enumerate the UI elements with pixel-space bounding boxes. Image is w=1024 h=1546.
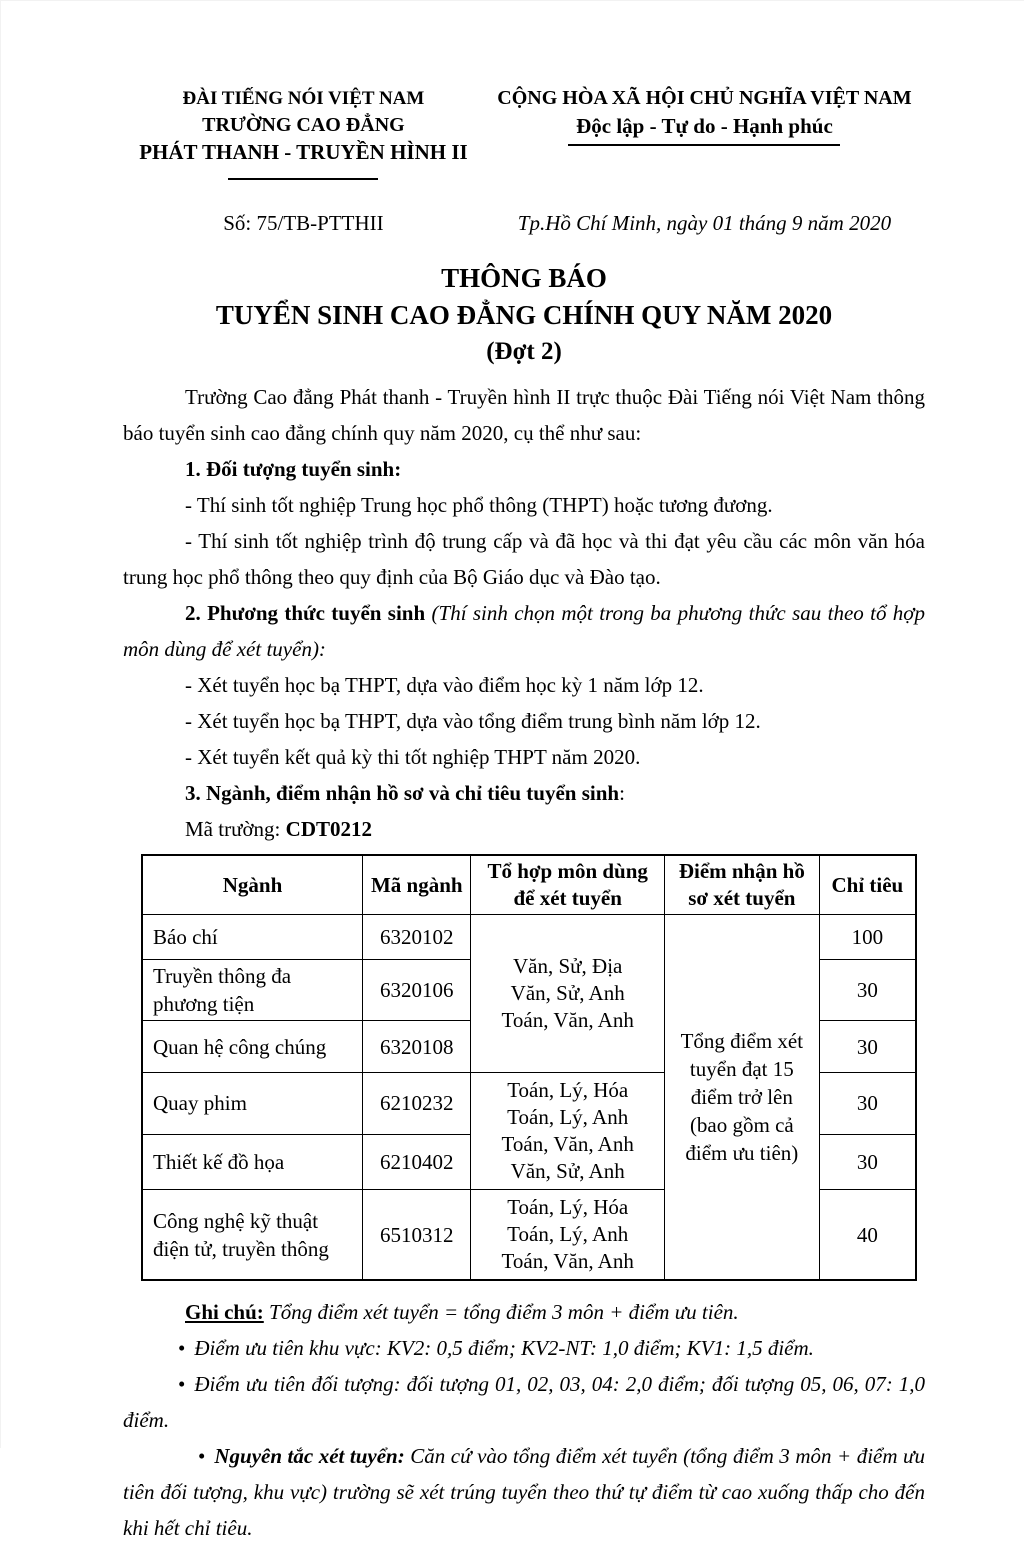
col-header-quota: Chỉ tiêu <box>819 855 916 915</box>
section2-item1: - Xét tuyển học bạ THPT, dựa vào điểm học kỳ 1 năm lớp 12. <box>185 673 704 697</box>
bullet-icon: • <box>178 1336 186 1360</box>
section2-item3: - Xét tuyển kết quả kỳ thi tốt nghiệp THPT năm 2020. <box>185 745 641 769</box>
major-name: Công nghệ kỹ thuật điện tử, truyền thông <box>142 1190 363 1281</box>
subject-combo: Toán, Lý, Hóa <box>507 1078 629 1102</box>
quota: 30 <box>819 1073 916 1135</box>
note-label: Ghi chú: <box>185 1300 264 1324</box>
motto-underline <box>568 144 840 146</box>
bullet-icon: • <box>178 1372 186 1396</box>
admissions-table <box>141 854 917 1281</box>
subject-combo: Toán, Lý, Anh <box>507 1222 629 1246</box>
national-motto: Độc lập - Tự do - Hạnh phúc <box>576 114 833 138</box>
subject-group-1 <box>471 915 665 1073</box>
major-code: 6210402 <box>363 1134 471 1189</box>
subject-combo: Toán, Lý, Anh <box>507 1105 629 1129</box>
notes-section <box>123 1294 925 1546</box>
col-header-subject-group: Tổ hợp môn dùng để xét tuyển <box>471 855 665 915</box>
major-name: Quan hệ công chúng <box>142 1021 363 1073</box>
quota: 30 <box>819 1134 916 1189</box>
doc-body <box>123 379 925 1546</box>
major-code: 6320108 <box>363 1021 471 1073</box>
agency-parent-name: ĐÀI TIẾNG NÓI VIỆT NAM <box>182 88 425 109</box>
note-region-text: Điểm ưu tiên khu vực: KV2: 0,5 điểm; KV2-NT: 1,0 điểm; KV1: 1,5 điểm. <box>194 1336 814 1360</box>
quota: 40 <box>819 1190 916 1281</box>
national-motto-block <box>484 85 925 180</box>
section1-item2: - Thí sinh tốt nghiệp trình độ trung cấp và đã học và thi đạt yêu cầu các môn văn hóa trung học phổ thông theo quy định của Bộ Giáo dục và Đào tạo. <box>123 529 925 589</box>
subject-combo: Toán, Văn, Anh <box>501 1008 634 1032</box>
section2-heading-label: 2. Phương thức tuyển sinh <box>185 601 432 625</box>
major-code: 6320102 <box>363 915 471 960</box>
col-header-points: Điểm nhận hồ sơ xét tuyển <box>664 855 819 915</box>
quota: 30 <box>819 960 916 1021</box>
subject-combo: Toán, Lý, Hóa <box>507 1195 629 1219</box>
note-priority-text: Điểm ưu tiên đối tượng: đối tượng 01, 02, 03, 04: 2,0 điểm; đối tượng 05, 06, 07: 1,0 điểm. <box>123 1372 925 1432</box>
section2-heading-note: (Thí sinh chọn một trong ba phương thức sau theo tổ hợp môn dùng để xét tuyển): <box>123 601 925 661</box>
section1-item1: - Thí sinh tốt nghiệp Trung học phổ thông (THPT) hoặc tương đương. <box>185 493 773 517</box>
note-principle-label: Nguyên tắc xét tuyển: <box>214 1444 411 1468</box>
bullet-icon: • <box>198 1444 206 1468</box>
subject-combo: Toán, Văn, Anh <box>501 1132 634 1156</box>
section3-heading-label: 3. Ngành, điểm nhận hồ sơ và chỉ tiêu tuyển sinh <box>185 781 620 805</box>
subject-group-3 <box>471 1190 665 1281</box>
note-principle-text: Căn cứ vào tổng điểm xét tuyển (tổng điểm 3 môn + điểm ưu tiên đối tượng, khu vực) trường sẽ xét trúng tuyển theo thứ tự điểm từ cao xuống thấp cho đến khi hết chỉ tiêu. <box>123 1444 925 1540</box>
table-row <box>142 915 916 960</box>
note-bullet-region <box>123 1330 925 1366</box>
note-bullet-principle <box>123 1438 925 1546</box>
doc-date-place: Tp.Hồ Chí Minh, ngày 01 tháng 9 năm 2020 <box>517 211 892 235</box>
intro-paragraph: Trường Cao đẳng Phát thanh - Truyền hình II trực thuộc Đài Tiếng nói Việt Nam thông báo tuyển sinh cao đẳng chính quy năm 2020, cụ thể như sau: <box>123 385 925 445</box>
doc-title-line1: THÔNG BÁO <box>441 263 607 293</box>
col-header-major: Ngành <box>142 855 363 915</box>
col-header-code: Mã ngành <box>363 855 471 915</box>
major-name: Truyền thông đa phương tiện <box>142 960 363 1021</box>
subject-combo: Toán, Văn, Anh <box>501 1249 634 1273</box>
school-code-value: CDT0212 <box>285 817 372 841</box>
national-header <box>123 85 925 180</box>
major-name: Báo chí <box>142 915 363 960</box>
major-code: 6210232 <box>363 1073 471 1135</box>
issuing-agency-block <box>123 85 484 180</box>
doc-title-line2: TUYỂN SINH CAO ĐẲNG CHÍNH QUY NĂM 2020 <box>215 300 833 330</box>
quota: 30 <box>819 1021 916 1073</box>
doc-title-block <box>123 260 925 370</box>
section1-heading: 1. Đối tượng tuyển sinh: <box>185 457 402 481</box>
note-formula <box>123 1294 925 1330</box>
subject-group-2 <box>471 1073 665 1190</box>
subject-combo: Văn, Sử, Anh <box>510 1159 625 1183</box>
agency-name-line1: TRƯỜNG CAO ĐẲNG <box>202 114 405 136</box>
doc-meta-row <box>123 205 925 241</box>
points-requirement: Tổng điểm xét tuyển đạt 15 điểm trở lên (bao gồm cả điểm ưu tiên) <box>664 915 819 1281</box>
subject-combo: Văn, Sử, Địa <box>513 954 623 978</box>
table-header-row <box>142 855 916 915</box>
major-name: Quay phim <box>142 1073 363 1135</box>
quota: 100 <box>819 915 916 960</box>
school-code-line <box>123 811 925 847</box>
major-name: Thiết kế đồ họa <box>142 1134 363 1189</box>
section3-heading-colon: : <box>619 781 625 805</box>
note-bullet-priority <box>123 1366 925 1438</box>
subject-combo: Văn, Sử, Anh <box>510 981 625 1005</box>
agency-underline <box>228 178 378 180</box>
note-formula-text: Tổng điểm xét tuyển = tổng điểm 3 môn + điểm ưu tiên. <box>263 1300 739 1324</box>
agency-name-line2: PHÁT THANH - TRUYỀN HÌNH II <box>139 140 468 164</box>
section2-item2: - Xét tuyển học bạ THPT, dựa vào tổng điểm trung bình năm lớp 12. <box>185 709 761 733</box>
section2-heading <box>123 595 925 667</box>
section3-heading <box>123 775 925 811</box>
major-code: 6320106 <box>363 960 471 1021</box>
doc-number: Số: 75/TB-PTTHII <box>223 211 384 235</box>
school-code-label: Mã trường: <box>185 817 286 841</box>
doc-title-line3: (Đợt 2) <box>486 338 562 365</box>
country-title: CỘNG HÒA XÃ HỘI CHỦ NGHĨA VIỆT NAM <box>497 87 912 109</box>
major-code: 6510312 <box>363 1190 471 1281</box>
